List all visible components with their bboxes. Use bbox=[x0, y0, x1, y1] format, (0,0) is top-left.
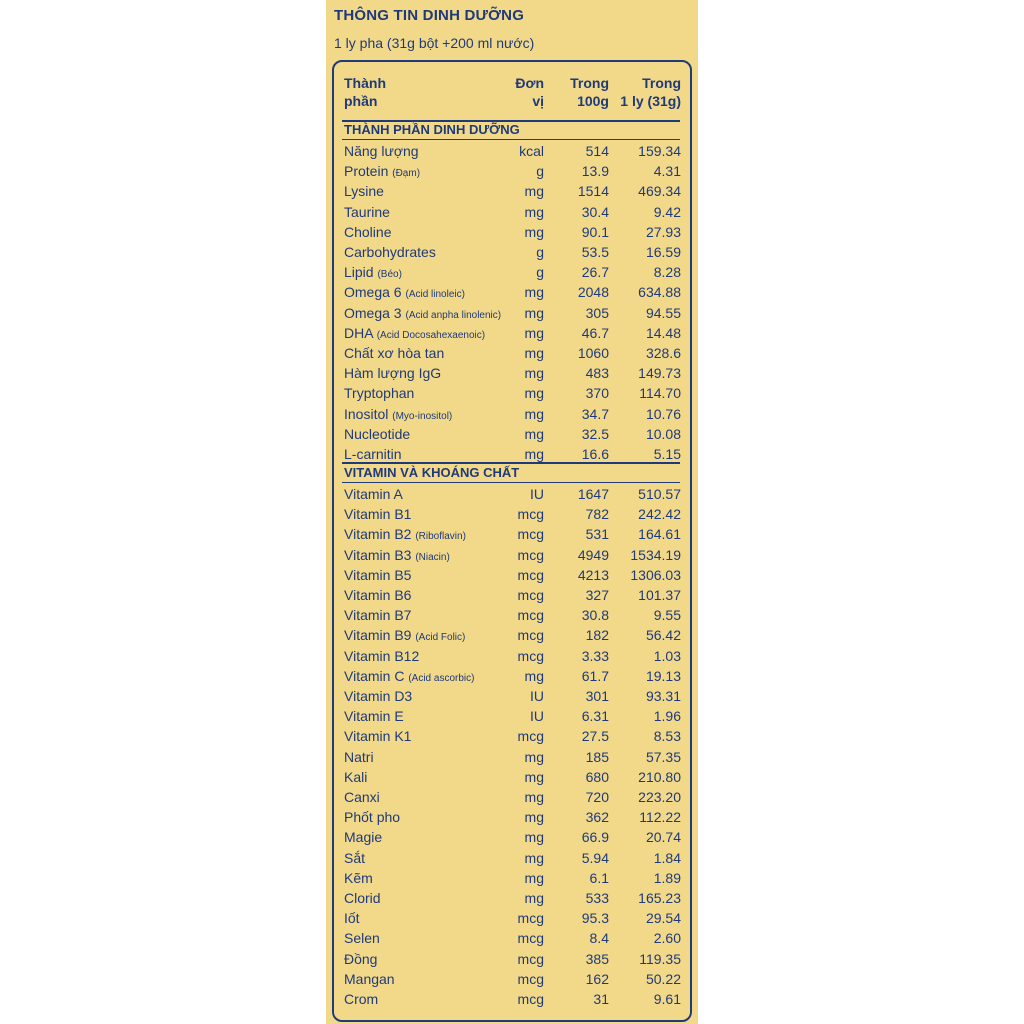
value-per-serving: 20.74 bbox=[645, 829, 681, 846]
nutrient-unit: mcg bbox=[517, 526, 544, 543]
value-per-100g: 1514 bbox=[577, 183, 609, 200]
value-per-100g: 8.4 bbox=[589, 930, 609, 947]
nutrient-unit: mg bbox=[524, 385, 544, 402]
nutrient-note: (Đạm) bbox=[392, 168, 421, 180]
value-per-serving: 469.34 bbox=[638, 183, 681, 200]
nutrient-unit: g bbox=[536, 163, 544, 180]
value-per-100g: 370 bbox=[585, 385, 609, 402]
value-per-100g: 483 bbox=[585, 365, 609, 382]
value-per-serving: 242.42 bbox=[638, 506, 681, 523]
section-divider bbox=[342, 462, 680, 464]
nutrient-name: DHA (Acid Docosahexaenoic) bbox=[344, 324, 486, 341]
value-per-serving: 223.20 bbox=[638, 789, 681, 805]
nutrient-note: (Béo) bbox=[377, 269, 402, 281]
value-per-serving: 57.35 bbox=[645, 748, 681, 765]
nutrient-name: Vitamin C (Acid ascorbic) bbox=[344, 667, 475, 684]
value-per-100g: 2048 bbox=[577, 284, 609, 301]
value-per-serving: 50.22 bbox=[645, 970, 681, 987]
nutrient-unit: mcg bbox=[517, 970, 544, 987]
header-per-100g: Trong 100g bbox=[570, 75, 609, 109]
value-per-serving: 19.13 bbox=[645, 667, 681, 684]
nutrient-unit: mcg bbox=[517, 587, 544, 603]
table-row bbox=[334, 827, 690, 847]
nutrient-name: Lysine bbox=[344, 183, 384, 200]
table-row bbox=[334, 969, 690, 989]
value-per-serving: 510.57 bbox=[638, 486, 681, 502]
table-row bbox=[334, 202, 690, 222]
nutrient-note: (Acid ascorbic) bbox=[408, 672, 475, 684]
value-per-serving: 112.22 bbox=[639, 809, 681, 826]
value-per-serving: 27.93 bbox=[645, 223, 681, 240]
nutrient-name: Sắt bbox=[344, 849, 366, 866]
nutrient-unit: mg bbox=[524, 849, 544, 866]
nutrient-name: Taurine bbox=[344, 203, 390, 220]
nutrient-note: (Myo-inositol) bbox=[392, 410, 453, 422]
section-title: VITAMIN VÀ KHOÁNG CHẤT bbox=[344, 465, 520, 480]
value-per-serving: 114.70 bbox=[639, 385, 681, 402]
nutrient-name: Carbohydrates bbox=[344, 244, 436, 260]
value-per-serving: 29.54 bbox=[645, 910, 681, 927]
table-row bbox=[334, 706, 690, 726]
table-row bbox=[334, 303, 690, 323]
value-per-100g: 782 bbox=[585, 506, 609, 523]
nutrient-note: (Acid Folic) bbox=[415, 632, 466, 644]
value-per-serving: 16.59 bbox=[645, 244, 681, 260]
nutrient-unit: mcg bbox=[517, 728, 544, 745]
panel-title: THÔNG TIN DINH DƯỠNG bbox=[334, 7, 525, 24]
nutrient-name: Năng lượng bbox=[344, 143, 419, 159]
value-per-serving: 8.28 bbox=[653, 264, 681, 281]
value-per-100g: 30.8 bbox=[581, 607, 609, 624]
value-per-100g: 301 bbox=[585, 688, 609, 704]
table-row bbox=[334, 323, 690, 343]
value-per-100g: 327 bbox=[585, 587, 609, 603]
nutrient-unit: mg bbox=[524, 345, 544, 361]
nutrient-unit: mg bbox=[524, 365, 544, 382]
value-per-100g: 31 bbox=[593, 991, 609, 1007]
nutrient-note: (Acid Docosahexaenoic) bbox=[376, 329, 486, 341]
table-row bbox=[334, 343, 690, 363]
value-per-serving: 1306.03 bbox=[630, 566, 681, 583]
nutrient-unit: IU bbox=[530, 486, 544, 502]
nutrient-name: Clorid bbox=[344, 890, 381, 906]
nutrient-name: Kẽm bbox=[344, 869, 373, 886]
value-per-100g: 6.1 bbox=[589, 869, 609, 886]
table-row bbox=[334, 726, 690, 746]
nutrient-unit: mcg bbox=[517, 546, 544, 563]
nutrient-name: Inositol (Myo-inositol) bbox=[344, 405, 453, 422]
nutrient-unit: mg bbox=[524, 425, 544, 442]
nutrient-unit: mcg bbox=[517, 627, 544, 644]
value-per-serving: 1534.19 bbox=[630, 546, 681, 563]
nutrient-name: Vitamin K1 bbox=[344, 728, 412, 745]
value-per-serving: 1.96 bbox=[653, 708, 681, 725]
table-row bbox=[334, 545, 690, 565]
table-row bbox=[334, 141, 690, 161]
table-row bbox=[334, 908, 690, 928]
value-per-serving: 14.48 bbox=[645, 324, 681, 341]
table-row bbox=[334, 262, 690, 282]
nutrient-unit: mg bbox=[524, 789, 544, 805]
value-per-100g: 6.31 bbox=[581, 708, 609, 725]
value-per-serving: 164.61 bbox=[638, 526, 681, 543]
value-per-100g: 16.6 bbox=[581, 446, 609, 462]
section-title: THÀNH PHẦN DINH DƯỠNG bbox=[344, 122, 520, 137]
nutrient-unit: mcg bbox=[517, 647, 544, 664]
table-row bbox=[334, 868, 690, 888]
nutrient-name: Lipid (Béo) bbox=[344, 264, 402, 281]
nutrient-name: Selen bbox=[344, 930, 380, 947]
nutrient-name: Vitamin E bbox=[344, 708, 404, 725]
nutrient-name: Omega 6 (Acid linoleic) bbox=[344, 284, 465, 301]
nutrient-name: Vitamin B7 bbox=[344, 607, 412, 624]
nutrient-unit: mcg bbox=[517, 910, 544, 927]
section-divider bbox=[342, 139, 680, 140]
table-row bbox=[334, 949, 690, 969]
value-per-serving: 9.61 bbox=[653, 991, 681, 1007]
nutrient-name: Kali bbox=[344, 768, 368, 785]
nutrient-name: Vitamin D3 bbox=[344, 688, 413, 704]
value-per-100g: 4213 bbox=[577, 566, 609, 583]
value-per-100g: 514 bbox=[585, 143, 609, 159]
table-row bbox=[334, 181, 690, 201]
nutrient-unit: g bbox=[536, 244, 544, 260]
table-row bbox=[334, 242, 690, 262]
nutrient-name: Vitamin B9 (Acid Folic) bbox=[344, 627, 466, 644]
value-per-100g: 385 bbox=[585, 950, 609, 967]
value-per-serving: 328.6 bbox=[645, 345, 681, 361]
table-row bbox=[334, 747, 690, 767]
table-row bbox=[334, 605, 690, 625]
nutrient-name: Vitamin A bbox=[344, 486, 403, 502]
value-per-serving: 2.60 bbox=[653, 930, 681, 947]
table-row bbox=[334, 787, 690, 807]
value-per-serving: 1.03 bbox=[653, 647, 681, 664]
value-per-100g: 5.94 bbox=[581, 849, 609, 866]
table-row bbox=[334, 363, 690, 383]
table-row bbox=[334, 282, 690, 302]
value-per-100g: 66.9 bbox=[581, 829, 609, 846]
nutrient-unit: mg bbox=[524, 768, 544, 785]
nutrient-note: (Niacin) bbox=[415, 551, 450, 563]
value-per-100g: 27.5 bbox=[581, 728, 609, 745]
table-row bbox=[334, 444, 690, 464]
nutrient-unit: mg bbox=[524, 284, 544, 301]
value-per-100g: 162 bbox=[585, 970, 609, 987]
value-per-100g: 46.7 bbox=[581, 324, 609, 341]
nutrient-name: Choline bbox=[344, 223, 392, 240]
nutrient-name: Vitamin B12 bbox=[344, 647, 420, 664]
nutrient-unit: mg bbox=[524, 304, 544, 321]
value-per-100g: 90.1 bbox=[581, 223, 609, 240]
nutrient-name: Iốt bbox=[344, 910, 360, 927]
nutrient-unit: mg bbox=[524, 829, 544, 846]
value-per-100g: 34.7 bbox=[581, 405, 609, 422]
nutrient-note: (Acid anpha linolenic) bbox=[405, 309, 502, 321]
nutrient-unit: mg bbox=[524, 324, 544, 341]
nutrient-name: Vitamin B1 bbox=[344, 506, 412, 523]
value-per-100g: 1060 bbox=[577, 345, 609, 361]
header-per-serving: Trong 1 ly (31g) bbox=[620, 75, 681, 109]
value-per-serving: 93.31 bbox=[645, 688, 681, 704]
table-row bbox=[334, 767, 690, 787]
value-per-100g: 53.5 bbox=[581, 244, 609, 260]
table-row bbox=[334, 524, 690, 544]
nutrient-name: Nucleotide bbox=[344, 425, 411, 442]
value-per-serving: 5.15 bbox=[653, 446, 681, 462]
value-per-serving: 9.55 bbox=[653, 607, 681, 624]
nutrient-unit: mcg bbox=[517, 991, 544, 1007]
value-per-100g: 30.4 bbox=[581, 203, 609, 220]
header-unit: Đơn vị bbox=[515, 75, 544, 109]
table-row bbox=[334, 888, 690, 908]
nutrient-unit: mcg bbox=[517, 566, 544, 583]
value-per-100g: 4949 bbox=[577, 546, 609, 563]
value-per-100g: 362 bbox=[585, 809, 609, 826]
value-per-100g: 61.7 bbox=[581, 667, 609, 684]
table-row bbox=[334, 666, 690, 686]
value-per-serving: 9.42 bbox=[653, 203, 681, 220]
value-per-100g: 533 bbox=[585, 890, 609, 906]
value-per-serving: 10.76 bbox=[645, 405, 681, 422]
value-per-serving: 1.89 bbox=[653, 869, 681, 886]
nutrient-unit: mg bbox=[524, 223, 544, 240]
table-row bbox=[334, 565, 690, 585]
section-divider bbox=[342, 482, 680, 483]
value-per-serving: 159.34 bbox=[638, 143, 681, 159]
nutrient-name: Vitamin B6 bbox=[344, 587, 412, 603]
value-per-100g: 95.3 bbox=[581, 910, 609, 927]
serving-size: 1 ly pha (31g bột +200 ml nước) bbox=[334, 35, 535, 51]
nutrient-unit: IU bbox=[530, 708, 544, 725]
value-per-100g: 1647 bbox=[577, 486, 609, 502]
nutrition-table bbox=[332, 60, 692, 1022]
nutrient-unit: mg bbox=[524, 869, 544, 886]
nutrient-unit: mcg bbox=[517, 607, 544, 624]
value-per-serving: 210.80 bbox=[638, 768, 681, 785]
nutrient-name: Phốt pho bbox=[344, 809, 401, 826]
nutrient-unit: mg bbox=[524, 405, 544, 422]
value-per-100g: 680 bbox=[585, 768, 609, 785]
nutrient-name: Canxi bbox=[344, 789, 380, 805]
nutrient-unit: mg bbox=[524, 890, 544, 906]
nutrient-unit: mg bbox=[524, 667, 544, 684]
table-row bbox=[334, 646, 690, 666]
value-per-serving: 56.42 bbox=[645, 627, 681, 644]
value-per-100g: 182 bbox=[585, 627, 609, 644]
value-per-100g: 32.5 bbox=[581, 425, 609, 442]
nutrient-name: Hàm lượng IgG bbox=[344, 365, 442, 382]
value-per-serving: 10.08 bbox=[645, 425, 681, 442]
value-per-serving: 165.23 bbox=[638, 890, 681, 906]
table-row bbox=[334, 404, 690, 424]
value-per-serving: 634.88 bbox=[638, 284, 681, 301]
table-header bbox=[334, 62, 690, 122]
nutrient-name: Chất xơ hòa tan bbox=[344, 345, 445, 361]
nutrient-unit: mcg bbox=[517, 950, 544, 967]
table-row bbox=[334, 989, 690, 1009]
value-per-serving: 119.35 bbox=[639, 950, 681, 967]
nutrient-name: Tryptophan bbox=[344, 385, 415, 402]
nutrient-unit: IU bbox=[530, 688, 544, 704]
nutrient-name: Natri bbox=[344, 748, 374, 765]
nutrient-unit: mg bbox=[524, 809, 544, 826]
table-row bbox=[334, 222, 690, 242]
value-per-100g: 720 bbox=[585, 789, 609, 805]
table-row bbox=[334, 424, 690, 444]
nutrition-panel bbox=[326, 0, 698, 1024]
value-per-serving: 1.84 bbox=[653, 849, 681, 866]
table-row bbox=[334, 686, 690, 706]
value-per-serving: 94.55 bbox=[645, 304, 681, 321]
table-row bbox=[334, 383, 690, 403]
table-row bbox=[334, 504, 690, 524]
value-per-serving: 149.73 bbox=[638, 365, 681, 382]
table-row bbox=[334, 161, 690, 181]
nutrient-note: (Acid linoleic) bbox=[405, 289, 465, 301]
table-row bbox=[334, 625, 690, 645]
nutrient-unit: mg bbox=[524, 203, 544, 220]
nutrient-name: Magie bbox=[344, 829, 383, 846]
nutrient-unit: mg bbox=[524, 446, 544, 462]
table-row bbox=[334, 928, 690, 948]
value-per-serving: 101.37 bbox=[638, 587, 681, 603]
value-per-serving: 4.31 bbox=[653, 163, 681, 180]
nutrient-name: Omega 3 (Acid anpha linolenic) bbox=[344, 304, 502, 321]
table-row bbox=[334, 585, 690, 605]
value-per-100g: 305 bbox=[585, 304, 609, 321]
nutrient-unit: mcg bbox=[517, 930, 544, 947]
table-row bbox=[334, 848, 690, 868]
nutrient-name: Vitamin B3 (Niacin) bbox=[344, 546, 450, 563]
nutrient-unit: mg bbox=[524, 748, 544, 765]
nutrient-unit: mcg bbox=[517, 506, 544, 523]
nutrient-unit: g bbox=[536, 264, 544, 281]
nutrient-name: Protein (Đạm) bbox=[344, 163, 421, 180]
nutrient-name: Vitamin B2 (Riboflavin) bbox=[344, 526, 466, 543]
table-row bbox=[334, 807, 690, 827]
nutrient-note: (Riboflavin) bbox=[415, 531, 466, 543]
nutrient-name: Vitamin B5 bbox=[344, 566, 412, 583]
table-row bbox=[334, 484, 690, 504]
value-per-100g: 531 bbox=[585, 526, 609, 543]
value-per-100g: 185 bbox=[585, 748, 609, 765]
nutrient-name: Đồng bbox=[344, 950, 378, 967]
nutrient-unit: mg bbox=[524, 183, 544, 200]
value-per-100g: 3.33 bbox=[581, 647, 609, 664]
nutrient-name: Mangan bbox=[344, 970, 395, 987]
value-per-100g: 13.9 bbox=[581, 163, 609, 180]
value-per-serving: 8.53 bbox=[653, 728, 681, 745]
nutrient-unit: kcal bbox=[519, 143, 544, 159]
value-per-100g: 26.7 bbox=[581, 264, 609, 281]
nutrient-name: Crom bbox=[344, 991, 379, 1007]
nutrient-name: L-carnitin bbox=[344, 446, 402, 462]
header-name: Thành phần bbox=[344, 75, 386, 109]
